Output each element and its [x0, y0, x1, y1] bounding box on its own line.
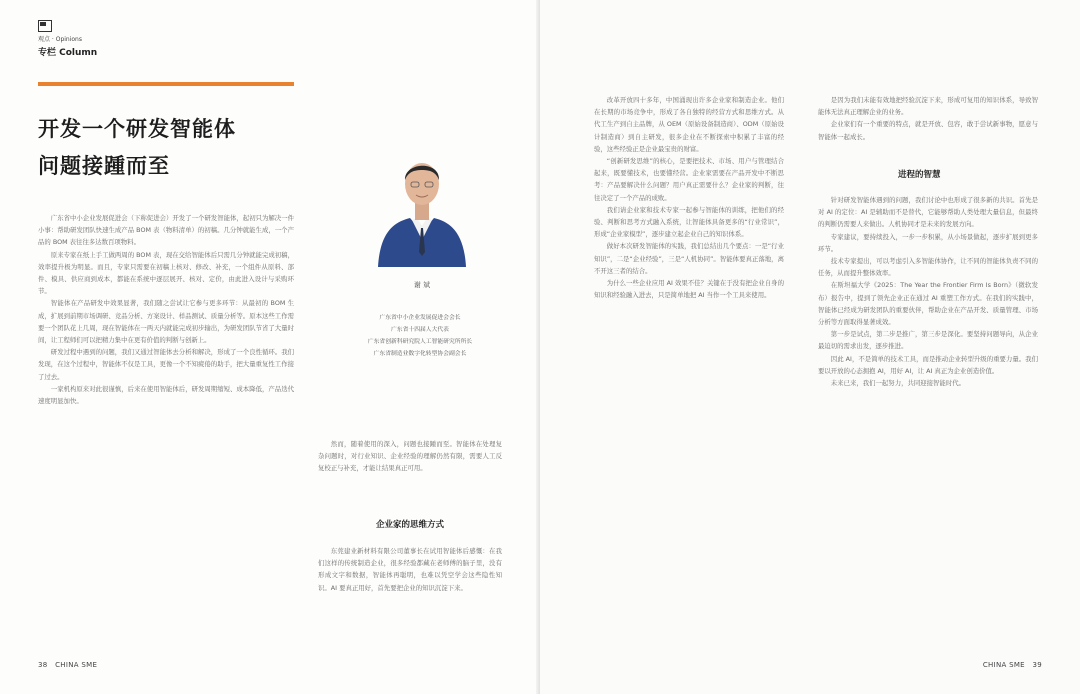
- paragraph: 因此 AI，不是简单的技术工具，而是推动企业转型升级的重要力量。我们要以开放的心态拥抱 AI，用好 AI，让 AI 真正为企业创造价值。: [818, 354, 1038, 375]
- column-label-small: 观点 · Opinions: [38, 36, 82, 43]
- paragraph: 第一步是试点，第二步是推广，第三步是深化。要坚持问题导向，从企业最迫切的需求出发，逐步推进。: [818, 330, 1038, 351]
- paragraph: 专家建议，要持续投入，一步一步积累，从小场景做起，逐步扩展到更多环节。: [818, 232, 1038, 253]
- paragraph: 东莞建业新材料有限公司董事长在试用智能体后感慨：在我们这样的传统制造企业，很多经验都藏在老师傅的脑子里，没有形成文字和数据，智能体再聪明，也难以凭空学会这些隐性知识。AI 要真正用好，首先要把企业的知识沉淀下来。: [318, 547, 502, 592]
- body-column-2-top: [318, 438, 502, 506]
- paragraph: 然而，随着使用的深入，问题也接踵而至。智能体在处理复杂问题时，对行业知识、企业经验的理解仍然有限，需要人工反复校正与补充，才能让结果真正可用。: [318, 440, 502, 473]
- body-column-3: [594, 94, 784, 650]
- paragraph: 未来已来，我们一起努力，共同迎接智能时代。: [830, 379, 965, 388]
- body-column-4-top: [818, 94, 1038, 142]
- paragraph: 我们请企业家和技术专家一起参与智能体的训练，把他们的经验、判断和思考方式融入系统，让智能体具备更多的“行业常识”，形成“企业家模型”，逐步建立起企业自己的知识体系。: [594, 205, 784, 239]
- author-photo: [372, 132, 472, 267]
- paragraph: 智能体在产品研发中效果显著，我们随之尝试让它参与更多环节：从最初的 BOM 生成，扩展到前期市场调研、竞品分析、方案设计、样品测试、质量分析等。原本这些工作需要一个团队花上几周，现在智能体在一两天内就能完成初步输出，为研发团队节省了大量时间，让工程师们可以把精力集中在更有价值的判断与创新上。: [38, 299, 294, 345]
- paragraph: 为什么一些企业应用 AI 效果不佳？关键在于没有把企业自身的知识和经验融入进去，只是简单地把 AI 当作一个工具来使用。: [594, 279, 784, 300]
- author-credential: 广东省中小企业发展促进会会长: [379, 315, 461, 321]
- body-column-4: [818, 194, 1038, 650]
- column-label: 专栏 Column: [38, 48, 98, 58]
- author-credential: 广东省十四届人大代表: [391, 327, 449, 333]
- page-number: 38: [38, 661, 48, 669]
- author-credential: 广东省创新科研究院人工智能研究所所长: [367, 339, 473, 345]
- column-logo-icon: [38, 20, 52, 32]
- section-heading: 进程的智慧: [898, 170, 941, 180]
- brand-name: CHINA SME: [982, 661, 1025, 669]
- body-column-1: [38, 212, 294, 652]
- page-number: 39: [1032, 661, 1042, 669]
- accent-bar: [38, 82, 294, 86]
- article-title-line1: 开发一个研发智能体: [38, 117, 236, 141]
- paragraph: 改革开放四十多年，中国涌现出许多企业家和制造企业。他们在长期的市场竞争中，形成了各自独特的经营方式和思维方式。从代工生产到自主品牌，从 OEM（原始设备制造商）、ODM（原始设计制造商）到自主研发，很多企业在不断探索中积累了丰富的经验，这些经验正是企业最宝贵的财富。: [594, 96, 784, 153]
- paragraph: 做好本次研发智能体的实践，我们总结出几个要点：一是“行业知识”，二是“企业经验”，三是“人机协同”。智能体要真正落地，离不开这三者的结合。: [594, 242, 784, 275]
- article-title-line2: 问题接踵而至: [38, 154, 170, 178]
- brand-name: CHINA SME: [55, 661, 98, 669]
- paragraph: 研发过程中遇到的问题，我们又通过智能体去分析和解决，形成了一个良性循环。我们发现，在这个过程中，智能体不仅是工具，更像一个不知疲倦的助手，把大量重复性工作接了过去。: [38, 348, 294, 381]
- page-number-right: [983, 661, 1042, 669]
- page-number-left: [38, 661, 97, 669]
- paragraph: 原来专家在纸上手工做两周的 BOM 表，现在交给智能体后只需几分钟就能完成初稿，效率提升极为明显。而且，专家只需要在初稿上核对、修改、补充，一个组件从原料、部件、模具、供应商到成本，都能在系统中逐层展开、核对、定价，由此进入设计与采购环节。: [38, 250, 294, 296]
- paragraph: 技术专家提出，可以考虑引入多智能体协作，让不同的智能体负责不同的任务，从而提升整体效率。: [818, 257, 1038, 278]
- body-column-2-bottom: [318, 545, 502, 645]
- paragraph: “创新研发思维”的核心，是要把技术、市场、用户与管理结合起来，既要懂技术，也要懂经营。企业家需要在产品开发中不断思考：产品要解决什么问题？用户真正需要什么？企业家的判断，往往决定了一个产品的成败。: [594, 157, 784, 202]
- section-heading: 企业家的思维方式: [376, 520, 445, 530]
- paragraph: 在斯坦福大学《2025：The Year the Frontier Firm Is Born》（微软发布）报告中，提到了领先企业正在通过 AI 重塑工作方式。在我们的实践中，智能体已经成为研发团队的重要伙伴，帮助企业在产品开发、质量管理、市场分析等方面取得显著成效。: [818, 281, 1038, 327]
- author-name: 谢 斌: [413, 281, 431, 289]
- author-credential: 广东省制造业数字化转型协会副会长: [373, 351, 467, 357]
- right-page: [540, 0, 1080, 694]
- paragraph: 广东省中小企业发展促进会（下称促进会）开发了一个研发智能体，起初只为解决一件小事：帮助研发团队快速生成产品 BOM 表（物料清单）的初稿。几分钟就能生成，一个产品的 BOM 表往往多达数百项物料。: [38, 214, 294, 247]
- paragraph: 一家机构原来对此很谨慎，后来在使用智能体后，研发周期缩短、成本降低，产品迭代速度明显加快。: [38, 384, 294, 406]
- paragraph: 企业家们有一个重要的特点，就是开放、包容，敢于尝试新事物，愿意与智能体一起成长。: [818, 120, 1038, 141]
- paragraph: 是因为我们未能有效地把经验沉淀下来，形成可复用的知识体系，导致智能体无法真正理解企业的业务。: [818, 96, 1038, 117]
- paragraph: 针对研发智能体遇到的问题，我们讨论中也形成了很多新的共识。首先是对 AI 的定位：AI 是辅助而不是替代，它能够帮助人类处理大量信息，但最终的判断仍需要人来做出。人机协同才是未来的发展方向。: [818, 196, 1038, 229]
